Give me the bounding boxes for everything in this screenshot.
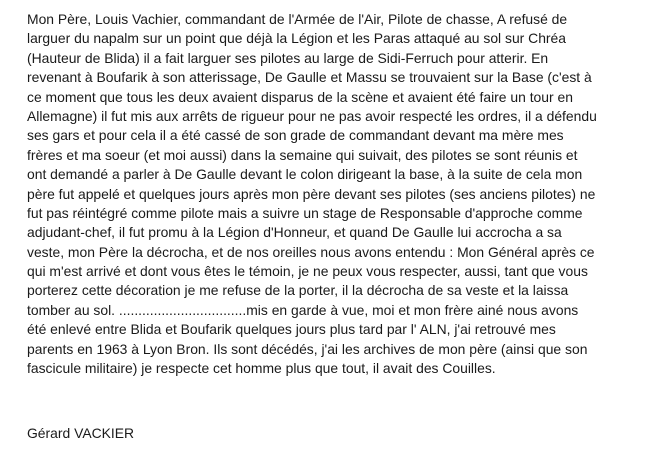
text-line: veste, mon Père la décrocha, et de nos oreilles nous avons entendu : Mon Général après ce [27, 243, 595, 260]
text-line: Mon Père, Louis Vachier, commandant de l'Armée de l'Air, Pilote de chasse, A refusé de [27, 11, 568, 27]
letter-body [27, 10, 627, 378]
text-line: tomber au sol. .................................mis en garde à vue, moi et mon frère ainé nous avons [27, 301, 579, 318]
text-line: père fut appelé et quelques jours après mon père devant ses pilotes (ses anciens pilotes) ne [27, 185, 596, 202]
text-line: porterez cette décoration je me refuse de la porter, il la décrocha de sa veste et la laissa [27, 282, 569, 299]
text-line: ses gars et pour cela il a été cassé de son grade de commandant devant ma mère mes [27, 127, 564, 144]
text-line: ce moment que tous les deux avaient disparus de la scène et avaient été faire un tour en [27, 88, 573, 105]
text-line: Allemagne) il fut mis aux arrêts de rigueur pour ne pas avoir respecté les ordres, il a défendu [27, 107, 597, 124]
text-line: adjudant-chef, il fut promu à la Légion d'Honneur, et quand De Gaulle lui accrocha a sa [27, 224, 562, 241]
text-line: frères et ma soeur (et moi aussi) dans la semaine qui suivait, des pilotes se sont réunis et [27, 146, 578, 163]
text-line: fascicule militaire) je respecte cet homme plus que tout, il avait des Couilles. [27, 360, 496, 377]
text-line: larguer du napalm sur un point que déjà la Légion et les Paras attaqué au sol sur Chréa [27, 30, 566, 47]
text-line: qui m'est arrivé et dont vous êtes le témoin, je ne peux vous respecter, aussi, tant que vous [27, 263, 588, 280]
text-line: été enlevé entre Blida et Boufarik quelques jours plus tard par l' ALN, j'ai retrouvé mes [27, 321, 556, 338]
text-line: (Hauteur de Blida) il a fait larguer ses pilotes au large de Sidi-Ferruch pour atterir. En [27, 49, 549, 66]
text-line: parents en 1963 à Lyon Bron. Ils sont décédés, j'ai les archives de mon père (ainsi que son [27, 340, 588, 357]
text-line: revenant à Boufarik à son atterissage, De Gaulle et Massu se trouvaient sur la Base (c'est à [27, 69, 592, 86]
signature: Gérard VACKIER [27, 425, 135, 441]
text-line: ont demandé a parler à De Gaulle devant le colon dirigeant la base, à la suite de cela mon [27, 166, 583, 183]
text-line: fut pas réintégré comme pilote mais a suivre un stage de Responsable d'approche comme [27, 204, 583, 221]
